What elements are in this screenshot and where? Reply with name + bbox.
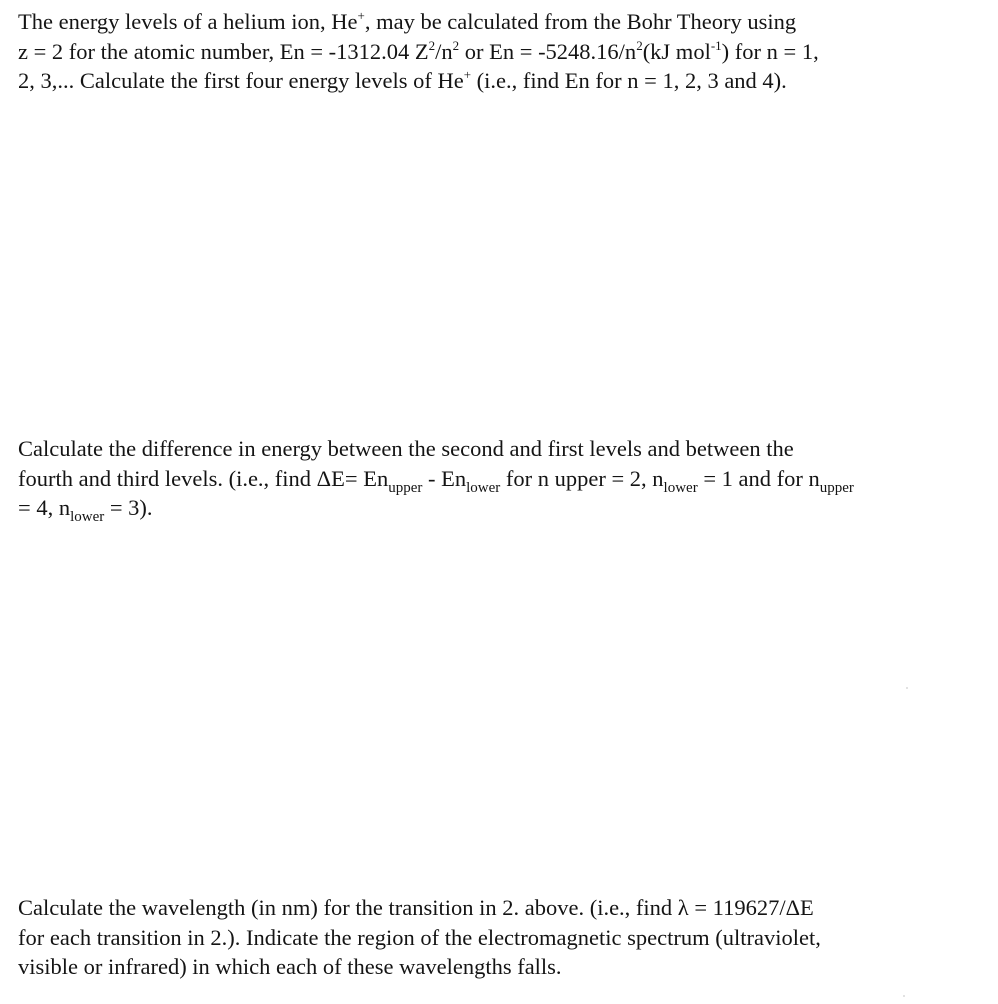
question-2-line-1: Calculate the difference in energy between the second and first levels and between the (18, 436, 794, 461)
scan-speck (906, 687, 908, 689)
question-3-text (18, 893, 993, 982)
question-2-line-3: = 4, $n_{lower} = 3$). (18, 495, 153, 525)
question-1-line-1: The energy levels of a helium ion, He+, may be calculated from the Bohr Theory using (18, 8, 797, 34)
question-1-line-3: 2, 3,... Calculate the first four energy levels of He+ (i.e., find En for n = 1, 2, 3 and 4). (18, 67, 787, 93)
question-1-text (18, 7, 993, 96)
question-2-text (18, 434, 993, 523)
question-3-line-1: Calculate the wavelength (in nm) for the transition in 2. above. (i.e., find λ = 119627/ΔE (18, 895, 814, 920)
question-3-line-2: for each transition in 2.). Indicate the region of the electromagnetic spectrum (ultraviolet, (18, 924, 821, 950)
scan-speck (903, 995, 905, 997)
question-2-line-2: fourth and third levels. (i.e., find $\Delta E= En_{upper} - En_{lower}$ for n upper = 2, $n_{lower} = 1$ and for $n_{upper}$ (18, 465, 854, 496)
question-1-line-2: z = 2 for the atomic number, En = -1312.04 $Z^2/n^2$ or $En = -5248.16/n^2(kJ$ mol$^{-1}$) for n = 1, (18, 37, 819, 64)
question-3-line-3: visible or infrared) in which each of these wavelengths falls. (18, 954, 562, 979)
